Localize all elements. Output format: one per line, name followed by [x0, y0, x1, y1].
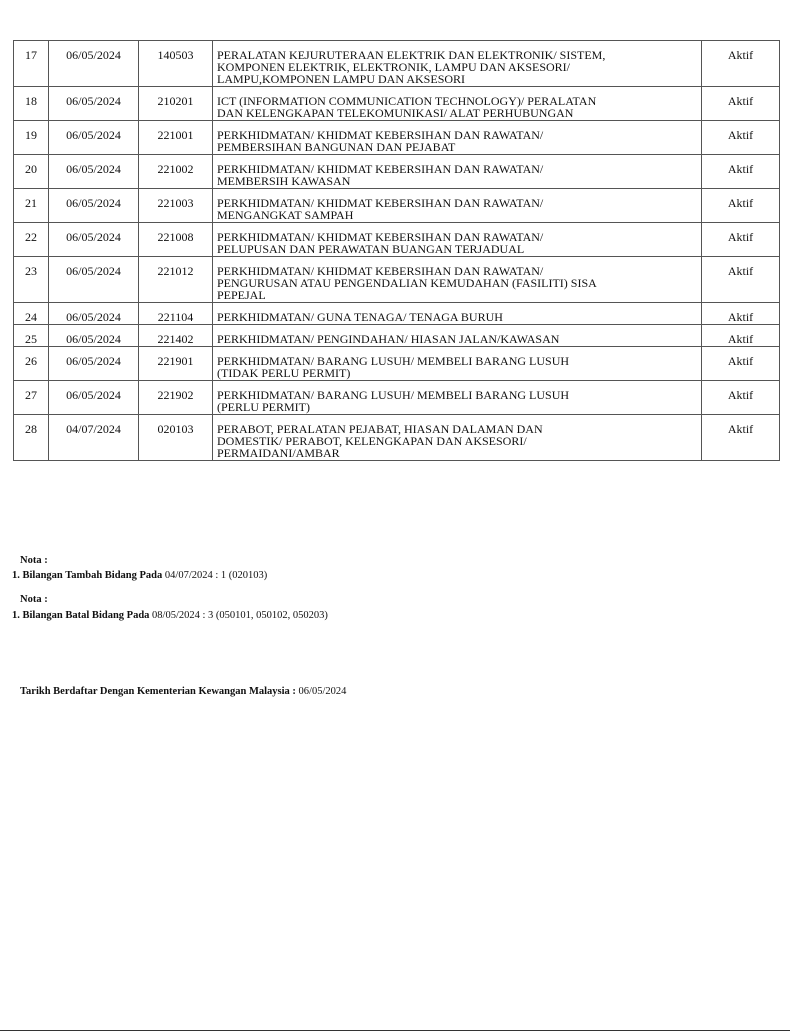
- row-status: Aktif: [702, 381, 780, 415]
- row-status: Aktif: [702, 223, 780, 257]
- row-status: Aktif: [702, 303, 780, 325]
- row-description: [213, 189, 702, 223]
- description-line: PERKHIDMATAN/ PENGINDAHAN/ HIASAN JALAN/KAWASAN: [217, 332, 560, 346]
- description-line: PERKHIDMATAN/ GUNA TENAGA/ TENAGA BURUH: [217, 310, 503, 324]
- note-1-label: 1. Bilangan Tambah Bidang Pada: [12, 570, 163, 581]
- row-description: [213, 257, 702, 303]
- row-date: 06/05/2024: [49, 155, 139, 189]
- row-code: 221012: [139, 257, 213, 303]
- row-number: 21: [14, 189, 49, 223]
- description-line: PERABOT, PERALATAN PEJABAT, HIASAN DALAMAN DAN: [217, 422, 543, 436]
- row-number: 27: [14, 381, 49, 415]
- row-description: [213, 415, 702, 461]
- row-status: Aktif: [702, 41, 780, 87]
- row-code: 221104: [139, 303, 213, 325]
- row-status: Aktif: [702, 415, 780, 461]
- table-row: [14, 189, 780, 223]
- description-line: PERKHIDMATAN/ KHIDMAT KEBERSIHAN DAN RAWATAN/: [217, 264, 544, 278]
- table-row: [14, 87, 780, 121]
- row-code: 210201: [139, 87, 213, 121]
- table-row: [14, 223, 780, 257]
- row-status: Aktif: [702, 347, 780, 381]
- row-code: 221901: [139, 347, 213, 381]
- description-line: PERKHIDMATAN/ KHIDMAT KEBERSIHAN DAN RAWATAN/: [217, 162, 544, 176]
- description-line: MENGANGKAT SAMPAH: [217, 208, 354, 222]
- row-date: 06/05/2024: [49, 381, 139, 415]
- row-code: 221402: [139, 325, 213, 347]
- table-row: [14, 257, 780, 303]
- table-row: [14, 381, 780, 415]
- note-1-line: [12, 569, 267, 582]
- row-code: 221003: [139, 189, 213, 223]
- table-row: [14, 121, 780, 155]
- table-row: [14, 347, 780, 381]
- note-2-label: 1. Bilangan Batal Bidang Pada: [12, 610, 150, 621]
- row-date: 06/05/2024: [49, 257, 139, 303]
- table-row: [14, 303, 780, 325]
- description-line: PERALATAN KEJURUTERAAN ELEKTRIK DAN ELEKTRONIK/ SISTEM,: [217, 48, 606, 62]
- row-description: [213, 325, 702, 347]
- row-date: 06/05/2024: [49, 189, 139, 223]
- description-line: PERKHIDMATAN/ KHIDMAT KEBERSIHAN DAN RAWATAN/: [217, 196, 544, 210]
- note-1-heading: Nota :: [20, 555, 48, 566]
- row-code: 221002: [139, 155, 213, 189]
- description-line: PENGURUSAN ATAU PENGENDALIAN KEMUDAHAN (FASILITI) SISA: [217, 276, 597, 290]
- row-status: Aktif: [702, 155, 780, 189]
- row-date: 06/05/2024: [49, 223, 139, 257]
- row-date: 06/05/2024: [49, 303, 139, 325]
- row-status: Aktif: [702, 257, 780, 303]
- note-2-line: [12, 609, 328, 622]
- row-code: 221008: [139, 223, 213, 257]
- row-date: 06/05/2024: [49, 121, 139, 155]
- registration-date-label: Tarikh Berdaftar Dengan Kementerian Kewangan Malaysia :: [20, 686, 296, 697]
- table-row: [14, 41, 780, 87]
- row-description: [213, 303, 702, 325]
- description-line: PERKHIDMATAN/ BARANG LUSUH/ MEMBELI BARANG LUSUH: [217, 354, 570, 368]
- note-2-value: 08/05/2024 : 3 (050101, 050102, 050203): [152, 610, 328, 621]
- row-code: 020103: [139, 415, 213, 461]
- description-line: (TIDAK PERLU PERMIT): [217, 366, 351, 380]
- description-line: MEMBERSIH KAWASAN: [217, 174, 351, 188]
- table-row: [14, 415, 780, 461]
- row-status: Aktif: [702, 121, 780, 155]
- description-line: DOMESTIK/ PERABOT, KELENGKAPAN DAN AKSESORI/: [217, 434, 527, 448]
- description-line: KOMPONEN ELEKTRIK, ELEKTRONIK, LAMPU DAN AKSESORI/: [217, 60, 570, 74]
- row-code: 221902: [139, 381, 213, 415]
- note-2-heading: Nota :: [20, 594, 48, 605]
- description-line: PERKHIDMATAN/ KHIDMAT KEBERSIHAN DAN RAWATAN/: [217, 230, 544, 244]
- description-line: PERKHIDMATAN/ KHIDMAT KEBERSIHAN DAN RAWATAN/: [217, 128, 544, 142]
- description-line: PEPEJAL: [217, 288, 266, 302]
- row-description: [213, 347, 702, 381]
- page-bottom-rule: [0, 1030, 790, 1031]
- row-number: 26: [14, 347, 49, 381]
- row-number: 28: [14, 415, 49, 461]
- row-date: 06/05/2024: [49, 41, 139, 87]
- row-number: 20: [14, 155, 49, 189]
- note-1-value: 04/07/2024 : 1 (020103): [164, 570, 268, 581]
- description-line: PELUPUSAN DAN PERAWATAN BUANGAN TERJADUAL: [217, 242, 525, 256]
- row-number: 22: [14, 223, 49, 257]
- row-number: 24: [14, 303, 49, 325]
- description-line: PERMAIDANI/AMBAR: [217, 446, 340, 460]
- registration-table: [13, 40, 780, 461]
- row-status: Aktif: [702, 325, 780, 347]
- row-date: 04/07/2024: [49, 415, 139, 461]
- registration-date-value: 06/05/2024: [298, 686, 347, 697]
- row-number: 23: [14, 257, 49, 303]
- row-code: 221001: [139, 121, 213, 155]
- row-description: [213, 87, 702, 121]
- row-description: [213, 223, 702, 257]
- row-date: 06/05/2024: [49, 87, 139, 121]
- registration-date-line: [20, 686, 346, 697]
- row-number: 18: [14, 87, 49, 121]
- row-description: [213, 155, 702, 189]
- row-status: Aktif: [702, 87, 780, 121]
- description-line: LAMPU,KOMPONEN LAMPU DAN AKSESORI: [217, 72, 466, 86]
- row-description: [213, 41, 702, 87]
- table-row: [14, 325, 780, 347]
- description-line: DAN KELENGKAPAN TELEKOMUNIKASI/ ALAT PERHUBUNGAN: [217, 106, 574, 120]
- registration-table-body: [14, 41, 780, 461]
- description-line: ICT (INFORMATION COMMUNICATION TECHNOLOGY)/ PERALATAN: [217, 94, 597, 108]
- row-number: 19: [14, 121, 49, 155]
- description-line: PEMBERSIHAN BANGUNAN DAN PEJABAT: [217, 140, 456, 154]
- row-date: 06/05/2024: [49, 347, 139, 381]
- row-number: 17: [14, 41, 49, 87]
- row-number: 25: [14, 325, 49, 347]
- table-row: [14, 155, 780, 189]
- row-code: 140503: [139, 41, 213, 87]
- row-description: [213, 121, 702, 155]
- description-line: PERKHIDMATAN/ BARANG LUSUH/ MEMBELI BARANG LUSUH: [217, 388, 570, 402]
- description-line: (PERLU PERMIT): [217, 400, 310, 414]
- row-status: Aktif: [702, 189, 780, 223]
- row-date: 06/05/2024: [49, 325, 139, 347]
- row-description: [213, 381, 702, 415]
